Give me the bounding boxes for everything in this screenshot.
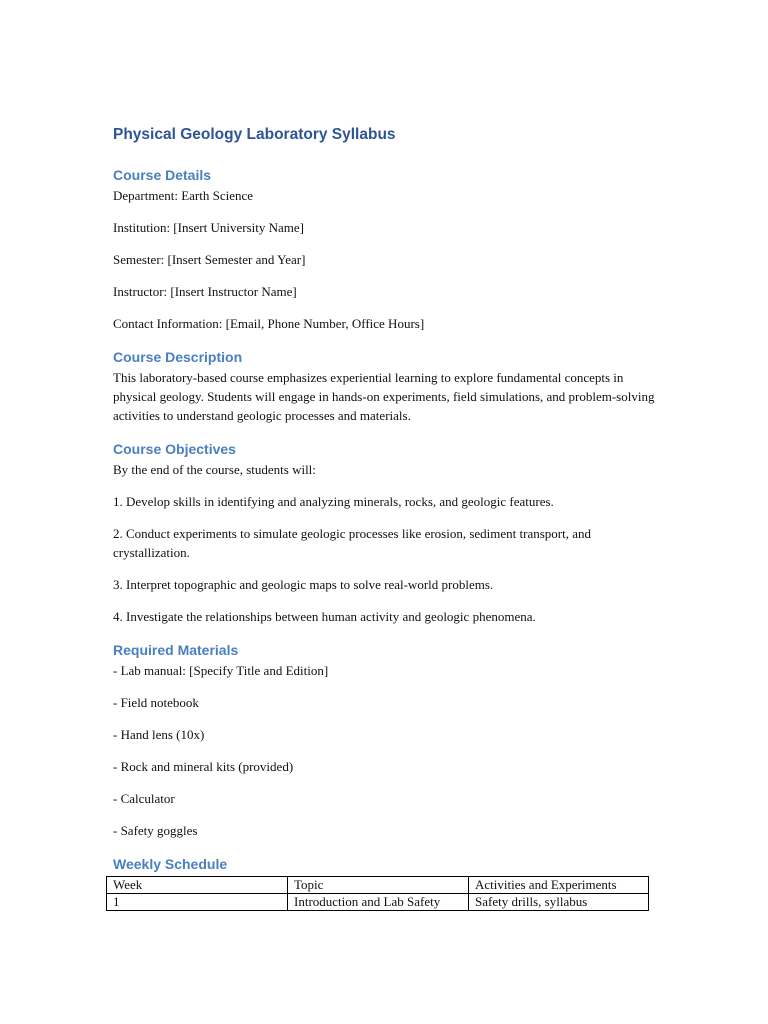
objective-item: 3. Interpret topographic and geologic maps to solve real-world problems. <box>113 577 494 592</box>
weekly-schedule-heading: Weekly Schedule <box>113 856 228 872</box>
material-item: - Rock and mineral kits (provided) <box>113 759 294 774</box>
course-description-text: This laboratory-based course emphasizes experiential learning to explore fundamental concepts in physical geology. Students will engage in hands-on experiments, field simulations, and problem-solving activities to understand geologic processes and materials. <box>113 370 655 423</box>
weekly-schedule-table <box>106 876 649 911</box>
weekly-schedule-section <box>113 853 658 911</box>
document-page <box>113 124 658 911</box>
material-item: - Field notebook <box>113 695 199 710</box>
material-item: - Lab manual: [Specify Title and Edition] <box>113 663 329 678</box>
course-description-heading: Course Description <box>113 349 243 365</box>
table-cell-activities: Safety drills, syllabus <box>469 894 649 911</box>
course-description-section <box>113 346 658 425</box>
required-materials-section <box>113 639 658 840</box>
table-header-row <box>107 877 649 894</box>
contact-line: Contact Information: [Email, Phone Number, Office Hours] <box>113 316 425 331</box>
instructor-line: Instructor: [Insert Instructor Name] <box>113 284 297 299</box>
semester-line: Semester: [Insert Semester and Year] <box>113 252 306 267</box>
material-item: - Safety goggles <box>113 823 198 838</box>
course-details-section <box>113 164 658 333</box>
material-item: - Hand lens (10x) <box>113 727 205 742</box>
objective-item: 1. Develop skills in identifying and analyzing minerals, rocks, and geologic features. <box>113 494 554 509</box>
course-objectives-section <box>113 438 658 626</box>
column-header-topic: Topic <box>288 877 469 894</box>
column-header-activities: Activities and Experiments <box>469 877 649 894</box>
objectives-intro: By the end of the course, students will: <box>113 462 316 477</box>
table-cell-topic: Introduction and Lab Safety <box>288 894 469 911</box>
objective-item: 4. Investigate the relationships between human activity and geologic phenomena. <box>113 609 536 624</box>
material-item: - Calculator <box>113 791 175 806</box>
required-materials-heading: Required Materials <box>113 642 239 658</box>
objective-item: 2. Conduct experiments to simulate geologic processes like erosion, sediment transport, and crystallization. <box>113 526 592 560</box>
institution-line: Institution: [Insert University Name] <box>113 220 304 235</box>
department-line: Department: Earth Science <box>113 188 254 203</box>
course-details-heading: Course Details <box>113 167 212 183</box>
table-row <box>107 894 649 911</box>
document-title: Physical Geology Laboratory Syllabus <box>113 126 396 143</box>
table-cell-week: 1 <box>107 894 288 911</box>
column-header-week: Week <box>107 877 288 894</box>
course-objectives-heading: Course Objectives <box>113 441 236 457</box>
